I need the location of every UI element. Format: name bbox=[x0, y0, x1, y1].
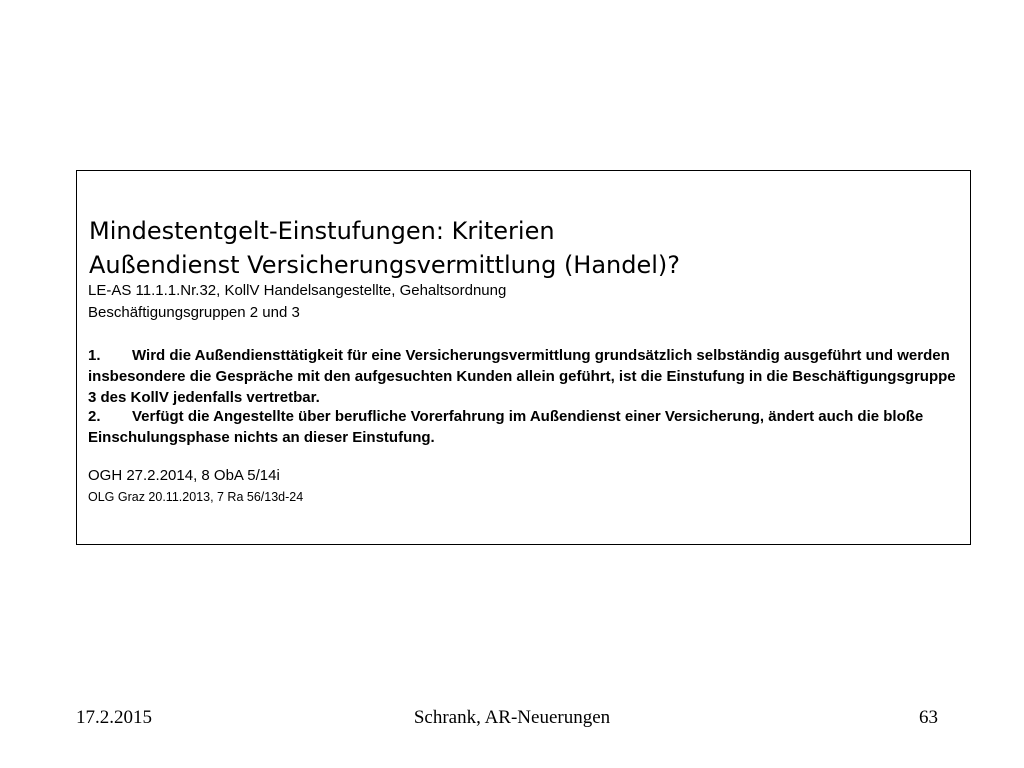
slide-content-box bbox=[76, 170, 971, 545]
holding-text: Verfügt die Angestellte über berufliche Vorerfahrung im Außendienst einer Versicherung, ändert auch die bloße Einschulungsphase nichts an dieser Einstufung. bbox=[88, 408, 924, 446]
title-line-2: Außendienst Versicherungsvermittlung (Handel)? bbox=[89, 251, 681, 279]
citation-olg: OLG Graz 20.11.2013, 7 Ra 56/13d-24 bbox=[88, 490, 304, 504]
holding-item-1 bbox=[88, 345, 964, 408]
footer-date: 17.2.2015 bbox=[76, 707, 152, 728]
slide-title bbox=[89, 214, 680, 282]
holding-text: Wird die Außendiensttätigkeit für eine Versicherungsvermittlung grundsätzlich selbständig ausgeführt und werden insbesondere die Gespräche mit den aufgesuchten Kunden allein geführt, ist die Einstufung in die Beschäftigungsgruppe 3 des KollV jedenfalls vertretbar. bbox=[88, 347, 956, 406]
citation-ogh: OGH 27.2.2014, 8 ObA 5/14i bbox=[88, 467, 280, 484]
title-line-1: Mindestentgelt-Einstufungen: Kriterien bbox=[89, 217, 555, 245]
reference-line: Beschäftigungsgruppen 2 und 3 bbox=[88, 304, 300, 321]
holding-item-2 bbox=[88, 406, 964, 448]
footer-author-title: Schrank, AR-Neuerungen bbox=[413, 707, 611, 728]
footer-page-number: 63 bbox=[919, 707, 938, 728]
holding-number: 2. bbox=[88, 408, 101, 425]
reference-line: LE-AS 11.1.1.Nr.32, KollV Handelsangestellte, Gehaltsordnung bbox=[88, 282, 507, 299]
holding-number: 1. bbox=[88, 347, 101, 364]
